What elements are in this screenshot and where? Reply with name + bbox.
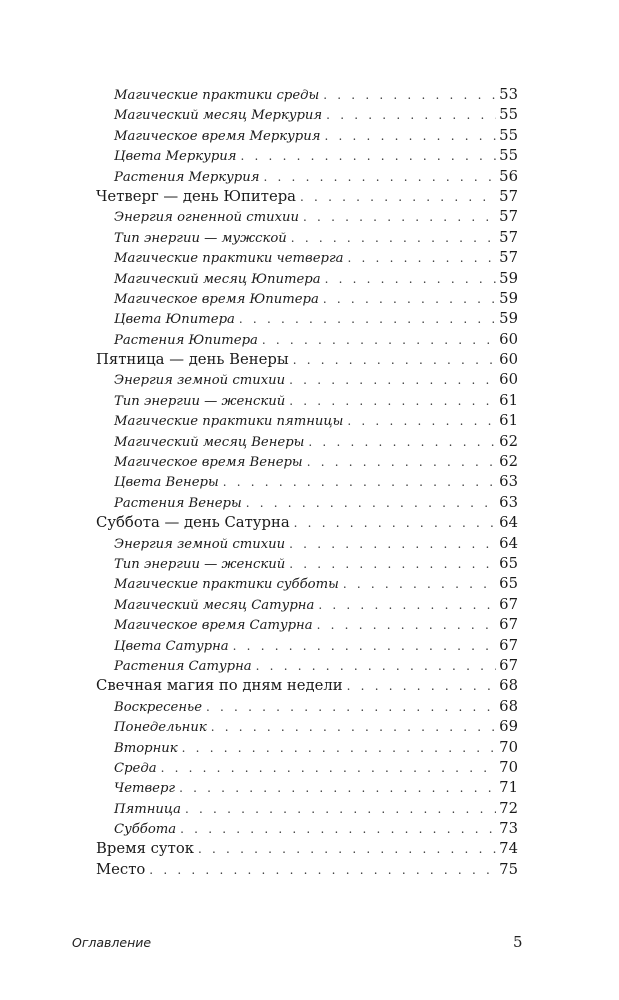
toc-entry-title: Магическое время Юпитера <box>114 291 319 307</box>
toc-chapter-entry <box>96 677 518 697</box>
toc-section-entry <box>96 779 518 799</box>
toc-section-entry <box>96 208 518 228</box>
toc-entry-title: Суббота <box>114 822 177 838</box>
toc-leader-dots <box>293 353 496 367</box>
toc-entry-page: 55 <box>499 126 518 144</box>
toc-leader-dots <box>240 149 496 163</box>
toc-leader-dots <box>291 231 496 245</box>
toc-entry-page: 74 <box>499 840 518 858</box>
toc-section-entry <box>96 494 518 514</box>
toc-leader-dots <box>307 455 496 469</box>
toc-leader-dots <box>182 741 497 755</box>
toc-entry-title: Цвета Сатурна <box>114 638 229 654</box>
toc-entry-page: 56 <box>499 167 518 185</box>
toc-leader-dots <box>325 272 497 286</box>
toc-chapter-entry <box>96 861 518 881</box>
toc-leader-dots <box>223 475 496 489</box>
toc-leader-dots <box>318 598 496 612</box>
toc-leader-dots <box>161 761 497 775</box>
toc-entry-page: 75 <box>499 860 518 878</box>
toc-entry-title: Понедельник <box>114 720 207 736</box>
toc-entry-title: Магический месяц Юпитера <box>114 271 321 287</box>
toc-section-entry <box>96 106 518 126</box>
toc-entry-page: 67 <box>499 616 518 634</box>
toc-section-entry <box>96 270 518 290</box>
toc-entry-page: 59 <box>499 269 518 287</box>
toc-entry-title: Магическое время Венеры <box>114 455 303 471</box>
toc-leader-dots <box>246 496 496 510</box>
toc-entry-page: 70 <box>499 758 518 776</box>
toc-entry-page: 72 <box>499 799 518 817</box>
toc-section-entry <box>96 412 518 432</box>
toc-section-entry <box>96 535 518 555</box>
toc-section-entry <box>96 616 518 636</box>
toc-entry-page: 55 <box>499 147 518 165</box>
toc-entry-title: Растения Сатурна <box>114 658 252 674</box>
toc-entry-page: 65 <box>499 554 518 572</box>
toc-leader-dots <box>239 312 496 326</box>
toc-leader-dots <box>180 822 496 836</box>
toc-chapter-entry <box>96 840 518 860</box>
toc-chapter-entry <box>96 514 518 534</box>
toc-entry-page: 53 <box>499 86 518 103</box>
toc-entry-page: 60 <box>499 371 518 389</box>
toc-entry-page: 64 <box>499 514 518 532</box>
toc-entry-title: Воскресенье <box>114 699 202 715</box>
toc-entry-title: Пятница — день Венеры <box>96 351 289 369</box>
toc-leader-dots <box>300 190 496 204</box>
toc-entry-page: 57 <box>499 187 518 205</box>
toc-leader-dots <box>347 251 496 265</box>
toc-section-entry <box>96 371 518 391</box>
toc-entry-title: Магические практики среды <box>114 88 320 103</box>
toc-entry-page: 61 <box>499 412 518 430</box>
toc-section-entry <box>96 168 518 188</box>
toc-chapter-entry <box>96 351 518 371</box>
toc-section-entry <box>96 392 518 412</box>
toc-leader-dots <box>324 129 496 143</box>
toc-entry-page: 67 <box>499 656 518 674</box>
toc-entry-page: 55 <box>499 106 518 124</box>
toc-section-entry <box>96 575 518 595</box>
toc-entry-title: Растения Венеры <box>114 495 242 511</box>
toc-leader-dots <box>326 108 496 122</box>
toc-section-entry <box>96 453 518 473</box>
toc-entry-title: Магическое время Сатурна <box>114 618 313 634</box>
toc-entry-title: Время суток <box>96 840 194 858</box>
toc-entry-title: Четверг — день Юпитера <box>96 187 297 205</box>
toc-section-entry <box>96 718 518 738</box>
toc-entry-page: 67 <box>499 595 518 613</box>
toc-section-entry <box>96 433 518 453</box>
toc-section-entry <box>96 86 518 106</box>
toc-chapter-entry <box>96 188 518 208</box>
toc-entry-title: Тип энергии — женский <box>114 393 286 409</box>
toc-entry-title: Энергия огненной стихии <box>114 210 300 226</box>
toc-leader-dots <box>303 210 496 224</box>
toc-leader-dots <box>347 679 497 693</box>
page-number: 5 <box>513 933 523 951</box>
toc-section-entry <box>96 331 518 351</box>
toc-entry-title: Магические практики пятницы <box>114 414 344 430</box>
toc-leader-dots <box>211 720 496 734</box>
toc-entry-page: 59 <box>499 310 518 328</box>
toc-entry-page: 59 <box>499 289 518 307</box>
toc-leader-dots <box>323 88 496 102</box>
toc-section-entry <box>96 739 518 759</box>
toc-section-entry <box>96 310 518 330</box>
toc-leader-dots <box>289 557 496 571</box>
toc-entry-title: Суббота — день Сатурна <box>96 514 290 532</box>
toc-entry-title: Четверг <box>114 781 176 797</box>
toc-section-entry <box>96 290 518 310</box>
toc-entry-title: Цвета Венеры <box>114 475 219 491</box>
toc-leader-dots <box>263 170 496 184</box>
toc-entry-page: 63 <box>499 473 518 491</box>
toc-entry-page: 57 <box>499 249 518 267</box>
toc-entry-page: 57 <box>499 208 518 226</box>
toc-section-entry <box>96 127 518 147</box>
toc-section-entry <box>96 698 518 718</box>
toc-entry-page: 70 <box>499 738 518 756</box>
toc-section-entry <box>96 229 518 249</box>
toc-entry-page: 73 <box>499 820 518 838</box>
toc-entry-title: Вторник <box>114 740 178 756</box>
toc-entry-title: Место <box>96 860 146 878</box>
toc-leader-dots <box>179 781 496 795</box>
toc-entry-page: 60 <box>499 351 518 369</box>
toc-leader-dots <box>185 802 496 816</box>
toc-entry-page: 61 <box>499 391 518 409</box>
toc-entry-title: Энергия земной стихии <box>114 536 286 552</box>
toc-entry-page: 64 <box>499 534 518 552</box>
toc-section-entry <box>96 555 518 575</box>
toc-leader-dots <box>289 537 496 551</box>
toc-entry-title: Магический месяц Меркурия <box>114 108 323 124</box>
toc-entry-page: 69 <box>499 718 518 736</box>
table-of-contents <box>96 86 518 881</box>
toc-leader-dots <box>347 414 496 428</box>
toc-leader-dots <box>289 373 496 387</box>
toc-entry-title: Магический месяц Сатурна <box>114 597 315 613</box>
toc-entry-page: 65 <box>499 575 518 593</box>
toc-section-entry <box>96 657 518 677</box>
toc-section-entry <box>96 637 518 657</box>
toc-leader-dots <box>317 618 497 632</box>
toc-leader-dots <box>198 842 496 856</box>
toc-leader-dots <box>149 863 496 877</box>
toc-entry-title: Цвета Меркурия <box>114 149 237 165</box>
toc-entry-title: Энергия земной стихии <box>114 373 286 389</box>
toc-entry-title: Пятница <box>114 801 181 817</box>
toc-leader-dots <box>289 394 496 408</box>
toc-entry-page: 68 <box>499 697 518 715</box>
toc-entry-page: 57 <box>499 228 518 246</box>
toc-entry-page: 62 <box>499 453 518 471</box>
toc-entry-title: Магический месяц Венеры <box>114 434 305 450</box>
toc-entry-page: 68 <box>499 677 518 695</box>
running-footer-title: Оглавление <box>72 935 152 950</box>
toc-leader-dots <box>323 292 496 306</box>
toc-entry-title: Магические практики четверга <box>114 251 344 267</box>
toc-entry-title: Магическое время Меркурия <box>114 128 321 144</box>
toc-leader-dots <box>256 659 497 673</box>
toc-section-entry <box>96 800 518 820</box>
toc-leader-dots <box>262 333 496 347</box>
toc-entry-page: 67 <box>499 636 518 654</box>
toc-leader-dots <box>233 639 497 653</box>
toc-leader-dots <box>206 700 496 714</box>
toc-entry-title: Тип энергии — мужской <box>114 230 287 246</box>
toc-entry-title: Среда <box>114 760 157 776</box>
toc-entry-page: 62 <box>499 432 518 450</box>
toc-section-entry <box>96 820 518 840</box>
toc-entry-page: 71 <box>499 779 518 797</box>
toc-section-entry <box>96 759 518 779</box>
toc-leader-dots <box>343 577 496 591</box>
toc-section-entry <box>96 473 518 493</box>
toc-leader-dots <box>308 435 496 449</box>
toc-entry-title: Растения Меркурия <box>114 169 260 185</box>
toc-section-entry <box>96 249 518 269</box>
toc-entry-page: 60 <box>499 330 518 348</box>
toc-section-entry <box>96 147 518 167</box>
toc-entry-title: Магические практики субботы <box>114 577 339 593</box>
toc-entry-page: 63 <box>499 493 518 511</box>
toc-entry-title: Тип энергии — женский <box>114 556 286 572</box>
toc-entry-title: Свечная магия по дням недели <box>96 677 343 695</box>
toc-entry-title: Растения Юпитера <box>114 332 258 348</box>
toc-leader-dots <box>294 516 497 530</box>
toc-section-entry <box>96 596 518 616</box>
toc-entry-title: Цвета Юпитера <box>114 312 235 328</box>
